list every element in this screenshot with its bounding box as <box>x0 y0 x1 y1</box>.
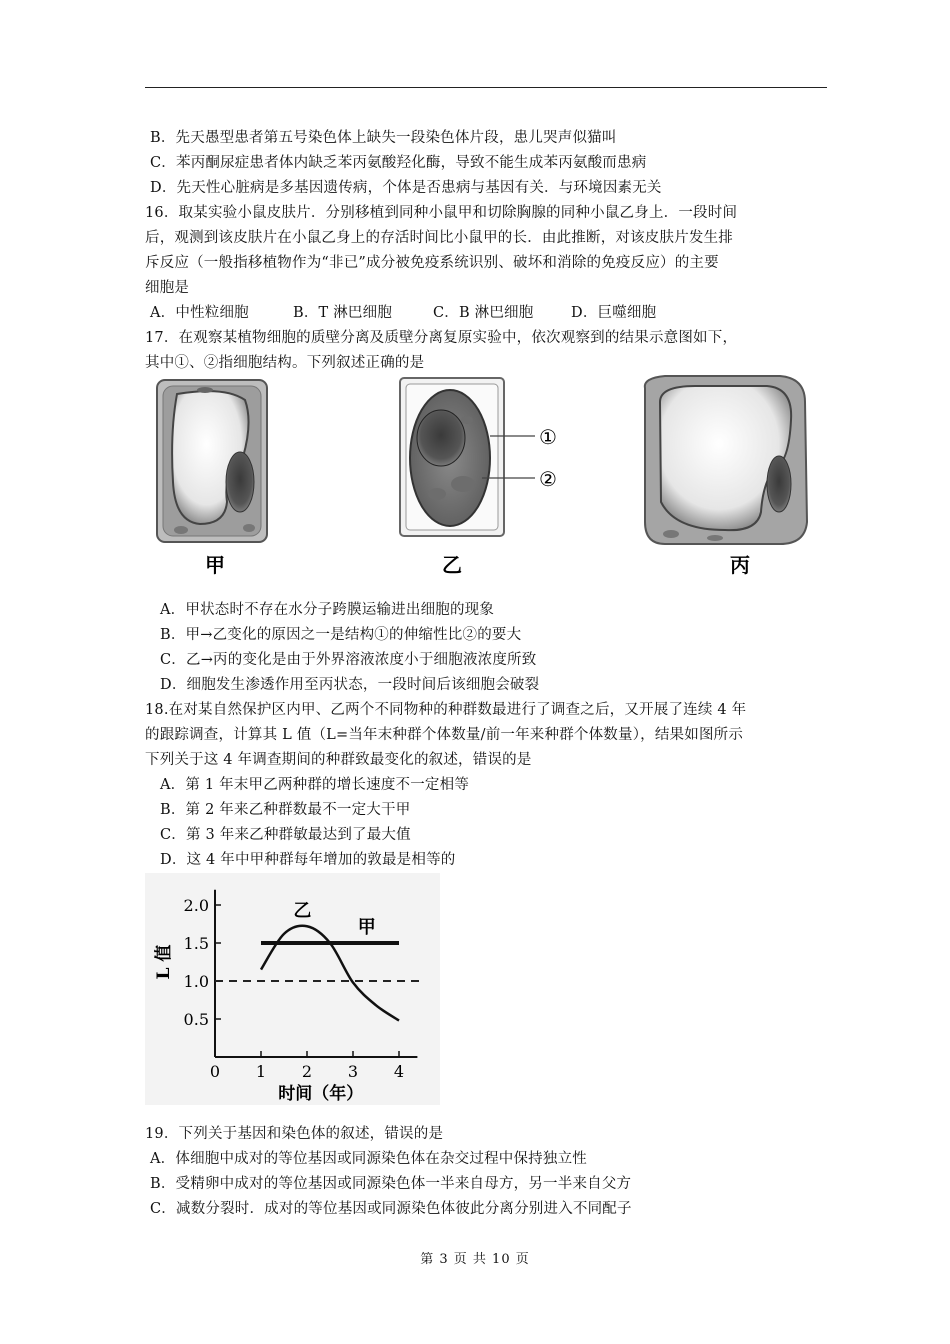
q17-option-c: C．乙→丙的变化是由于外界溶液浓度小于细胞液浓度所致 <box>160 652 537 668</box>
q19-option-c: C．减数分裂时．成对的等位基因或同源染色体彼此分离分别进入不同配子 <box>150 1201 632 1217</box>
x-tick-label: 4 <box>393 1062 405 1081</box>
x-tick-label: 0 <box>209 1062 221 1081</box>
nucleus-yi <box>417 410 465 466</box>
x-tick-label: 2 <box>301 1062 313 1081</box>
q18-option-d: D．这 4 年中甲种群每年增加的敦最是相等的 <box>160 852 456 868</box>
cell-bing <box>645 376 807 544</box>
y-tick-label: 2.0 <box>183 896 209 915</box>
q17-stem-line2: 其中①、②指细胞结构。下列叙述正确的是 <box>145 355 425 371</box>
x-tick-label: 3 <box>347 1062 359 1081</box>
q17-option-a: A．甲状态时不存在水分子跨膜运输进出细胞的现象 <box>160 602 495 618</box>
figure-caption-jia: 甲 <box>205 553 225 577</box>
q18-option-b: B．第 2 年来乙种群数最不一定大干甲 <box>160 802 411 818</box>
q16-stem-line3: 斥反应（一般指移植物作为“非已”成分被免疫系统识别、破坏和消除的免疫反应）的主要 <box>145 255 719 271</box>
series-label-jia: 甲 <box>357 917 376 938</box>
y-tick-label: 1.0 <box>183 972 209 991</box>
q19-stem: 19．下列关于基因和染色体的叙述，错误的是 <box>145 1126 444 1142</box>
label-structure-2: ② <box>539 467 557 491</box>
q18-option-c: C．第 3 年来乙种群敏最达到了最大值 <box>160 827 411 843</box>
series-label-yi: 乙 <box>293 900 312 922</box>
cell-yi <box>400 378 535 536</box>
y-axis-label: L 值 <box>154 944 174 980</box>
q19-option-a: A．体细胞中成对的等位基因或同源染色体在杂交过程中保持独立性 <box>150 1151 587 1167</box>
q17-option-d: D．细胞发生渗透作用至丙状态，一段时间后该细胞会破裂 <box>160 677 540 693</box>
cell-plasmolysis-figure <box>145 372 810 582</box>
q18-stem-line2: 的跟踪调查，计算其 L 值（L=当年末种群个体数量/前一年来种群个体数量），结果如图所示 <box>145 727 744 743</box>
q15-option-b: B．先天愚型患者第五号染色体上缺失一段染色体片段，患儿哭声似猫叫 <box>150 130 617 146</box>
x-tick-label: 1 <box>255 1062 267 1081</box>
q16-option-a: A．中性粒细胞 <box>150 305 249 321</box>
header-rule <box>145 87 827 88</box>
l-value-line-chart <box>145 873 440 1105</box>
q19-option-b: B．受精卵中成对的等位基因或同源染色体一半来自母方，另一半来自父方 <box>150 1176 632 1192</box>
y-tick-label: 1.5 <box>183 934 209 953</box>
cell-jia <box>157 380 267 542</box>
q18-stem-line3: 下列关于这 4 年调查期间的种群致最变化的叙述，错误的是 <box>145 752 532 768</box>
q16-stem-line4: 细胞是 <box>145 280 190 296</box>
q15-option-c: C．苯丙酮尿症患者体内缺乏苯丙氨酸羟化酶，导致不能生成苯丙氨酸而患病 <box>150 155 647 171</box>
x-axis-label: 时间（年） <box>278 1084 364 1104</box>
q16-stem-line2: 后，观测到该皮肤片在小鼠乙身上的存活时间比小鼠甲的长．由此推断，对该皮肤片发生排 <box>145 230 733 246</box>
q18-option-a: A．第 1 年末甲乙两种群的增长速度不一定相等 <box>160 777 470 793</box>
y-tick-label: 0.5 <box>183 1010 209 1029</box>
nucleus-bing <box>767 456 791 512</box>
q16-stem-line1: 16．取某实验小鼠皮肤片．分别移植到同种小鼠甲和切除胸腺的同种小鼠乙身上．一段时间 <box>145 205 738 221</box>
q16-option-c: C．B 淋巴细胞 <box>433 305 534 321</box>
q16-option-b: B．T 淋巴细胞 <box>293 305 393 321</box>
q16-option-d: D．巨噬细胞 <box>571 305 657 321</box>
q17-stem-line1: 17．在观察某植物细胞的质壁分离及质壁分离复原实验中，依次观察到的结果示意图如下， <box>145 330 738 346</box>
q15-option-d: D．先天性心脏病是多基因遗传病，个体是否患病与基因有关．与环境因素无关 <box>150 180 662 196</box>
page-footer: 第 3 页 共 10 页 <box>420 1252 530 1267</box>
q17-option-b: B．甲→乙变化的原因之一是结构①的伸缩性比②的要大 <box>160 627 522 643</box>
figure-caption-bing: 丙 <box>730 553 750 577</box>
nucleus-jia <box>226 452 254 512</box>
label-structure-1: ① <box>539 425 557 449</box>
q18-stem-line1: 18.在对某自然保护区内甲、乙两个不同物种的种群数最进行了调查之后，又开展了连续 4 年 <box>145 702 747 718</box>
figure-caption-yi: 乙 <box>442 553 462 577</box>
